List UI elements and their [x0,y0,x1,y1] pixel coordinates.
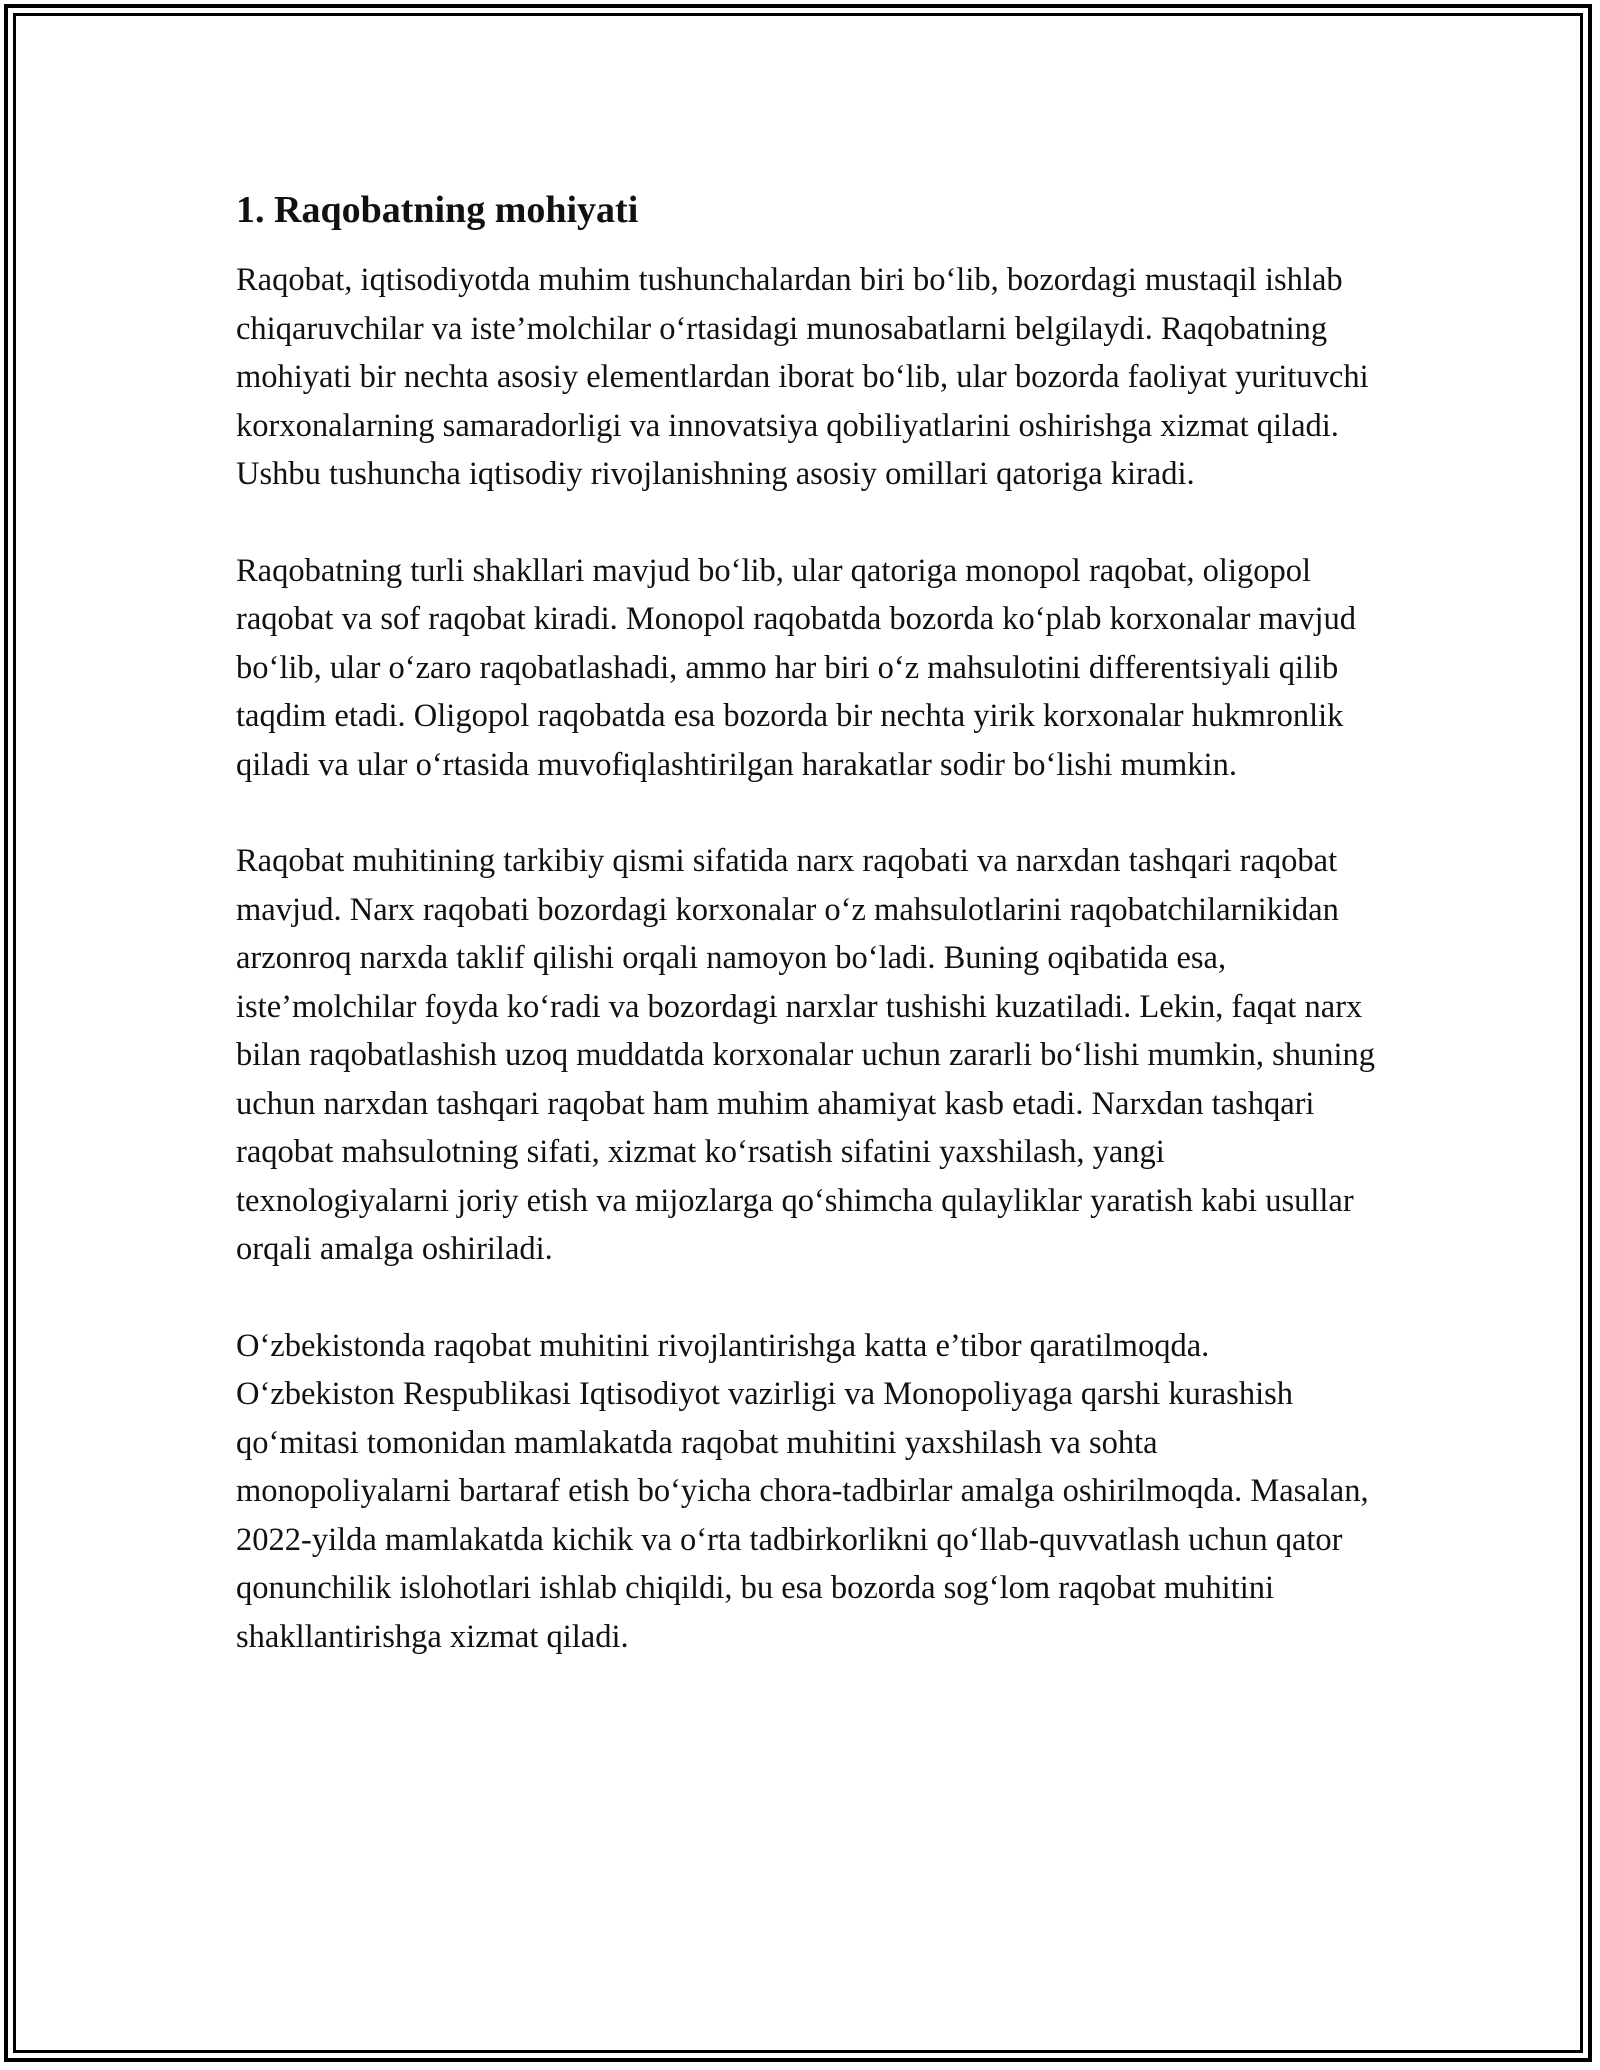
paragraph-3: Raqobat muhitining tarkibiy qismi sifatida narx raqobati va narxdan tashqari raqobat mavjud. Narx raqobati bozordagi korxonalar o‘z mahsulotlarini raqobatchilarnikidan arzonroq narxda taklif qilishi orqali namoyon bo‘ladi. Buning oqibatida esa, iste’molchilar foyda ko‘radi va bozordagi narxlar tushishi kuzatiladi. Lekin, faqat narx bilan raqobatlashish uzoq muddatda korxonalar uchun zararli bo‘lishi mumkin, shuning uchun narxdan tashqari raqobat ham muhim ahamiyat kasb etadi. Narxdan tashqari raqobat mahsulotning sifati, xizmat ko‘rsatish sifatini yaxshilash, yangi texnologiyalarni joriy etish va mijozlarga qo‘shimcha qulayliklar yaratish kabi usullar orqali amalga oshiriladi. [236,843,1376,1267]
document-body [236,186,1376,1709]
section-heading: 1. Raqobatning mohiyati [236,189,639,231]
paragraph-4: O‘zbekistonda raqobat muhitini rivojlantirishga katta e’tibor qaratilmoqda. O‘zbekiston Respublikasi Iqtisodiyot vazirligi va Monopoliyaga qarshi kurashish qo‘mitasi tomonidan mamlakatda raqobat muhitini yaxshilash va sohta monopoliyalarni bartaraf etish bo‘yicha chora-tadbirlar amalga oshirilmoqda. Masalan, 2022-yilda mamlakatda kichik va o‘rta tadbirkorlikni qo‘llab-quvvatlash uchun qator qonunchilik islohotlari ishlab chiqildi, bu esa bozorda sog‘lom raqobat muhitini shakllantirishga xizmat qiladi. [236,1327,1369,1655]
paragraph-1: Raqobat, iqtisodiyotda muhim tushunchalardan biri bo‘lib, bozordagi mustaqil ishlab chiqaruvchilar va iste’molchilar o‘rtasidagi munosabatlarni belgilaydi. Raqobatning mohiyati bir nechta asosiy elementlardan iborat bo‘lib, ular bozorda faoliyat yurituvchi korxonalarning samaradorligi va innovatsiya qobiliyatlarini oshirishga xizmat qiladi. Ushbu tushuncha iqtisodiy rivojlanishning asosiy omillari qatoriga kiradi. [236,262,1369,492]
paragraph-2: Raqobatning turli shakllari mavjud bo‘lib, ular qatoriga monopol raqobat, oligopol raqobat va sof raqobat kiradi. Monopol raqobatda bozorda ko‘plab korxonalar mavjud bo‘lib, ular o‘zaro raqobatlashadi, ammo har biri o‘z mahsulotini differentsiyali qilib taqdim etadi. Oligopol raqobatda esa bozorda bir nechta yirik korxonalar hukmronlik qiladi va ular o‘rtasida muvofiqlashtirilgan harakatlar sodir bo‘lishi mumkin. [236,552,1356,783]
